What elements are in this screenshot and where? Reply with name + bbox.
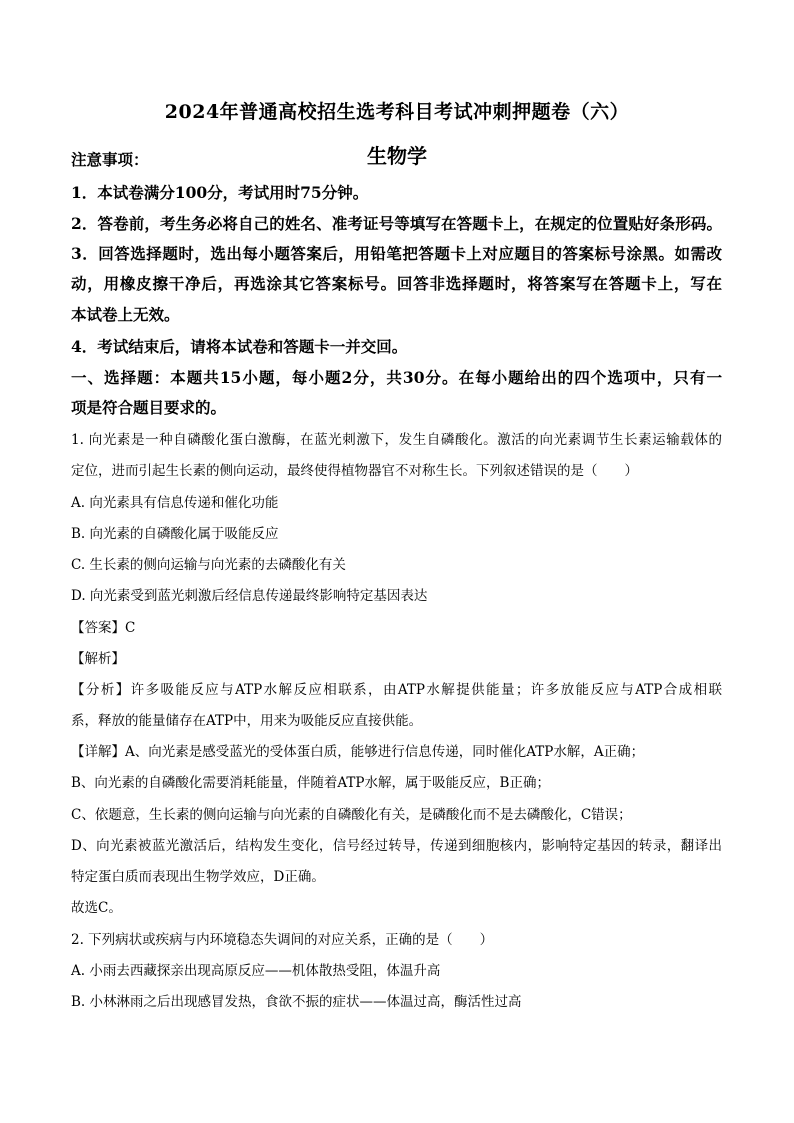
q1-analysis-line-1: 【分析】许多吸能反应与ATP水解反应相联系，由ATP水解提供能量；许多放能反应与ATP合成相联	[71, 682, 722, 698]
q2-stem: 2. 下列病状或疾病与内环境稳态失调间的对应关系，正确的是（ ）	[71, 932, 494, 948]
q1-answer: 【答案】C	[71, 620, 136, 636]
q1-conclusion: 故选C。	[71, 900, 122, 916]
notice-item-3-line-3: 本试卷上无效。	[71, 305, 180, 324]
q1-detail-a: 【详解】A、向光素是感受蓝光的受体蛋白质，能够进行信息传递，同时催化ATP水解，A正确；	[71, 744, 645, 760]
q1-stem-line-1: 1. 向光素是一种自磷酸化蛋白激酶，在蓝光刺激下，发生自磷酸化。激活的向光素调节生长素运输载体的	[71, 432, 722, 448]
notice-item-3-line-1: 3．回答选择题时，选出每小题答案后，用铅笔把答题卡上对应题目的答案标号涂黑。如需改	[71, 244, 722, 263]
q2-option-b: B. 小林淋雨之后出现感冒发热，食欲不振的症状——体温过高，酶活性过高	[71, 994, 522, 1010]
notice-item-4: 4．考试结束后，请将本试卷和答题卡一并交回。	[71, 337, 408, 356]
notice-heading: 注意事项：	[71, 150, 149, 169]
section-heading-line-1: 一、选择题：本题共15小题，每小题2分，共30分。在每小题给出的四个选项中，只有一	[71, 368, 722, 387]
q1-detail-b: B、向光素的自磷酸化需要消耗能量，伴随着ATP水解，属于吸能反应，B正确；	[71, 775, 550, 791]
subject-title: 生物学	[367, 144, 427, 168]
q1-option-b: B. 向光素的自磷酸化属于吸能反应	[71, 526, 279, 542]
q2-option-a: A. 小雨去西藏探亲出现高原反应——机体散热受阻，体温升高	[71, 963, 441, 979]
notice-item-1: 1．本试卷满分100分，考试用时75分钟。	[71, 183, 369, 202]
q1-analysis-line-2: 系，释放的能量储存在ATP中，用来为吸能反应直接供能。	[71, 713, 423, 729]
q1-stem-line-2: 定位，进而引起生长素的侧向运动，最终使得植物器官不对称生长。下列叙述错误的是（ ）	[71, 463, 638, 479]
exam-title: 2024年普通高校招生选考科目考试冲刺押题卷（六）	[164, 101, 630, 123]
section-heading-line-2: 项是符合题目要求的。	[71, 398, 227, 417]
q1-detail-d-line-2: 特定蛋白质而表现出生物学效应，D正确。	[71, 869, 325, 885]
notice-item-2: 2．答卷前，考生务必将自己的姓名、准考证号等填写在答题卡上，在规定的位置贴好条形码。	[71, 214, 722, 233]
q1-detail-d-line-1: D、向光素被蓝光激活后，结构发生变化，信号经过转导，传递到细胞核内，影响特定基因的转录，翻译出	[71, 838, 722, 854]
q1-option-a: A. 向光素具有信息传递和催化功能	[71, 495, 279, 511]
q1-option-c: C. 生长素的侧向运输与向光素的去磷酸化有关	[71, 557, 346, 573]
q1-analysis-heading: 【解析】	[71, 651, 125, 667]
q1-option-d: D. 向光素受到蓝光刺激后经信息传递最终影响特定基因表达	[71, 588, 428, 604]
q1-detail-c: C、依题意，生长素的侧向运输与向光素的自磷酸化有关，是磷酸化而不是去磷酸化，C错误；	[71, 807, 632, 823]
notice-item-3-line-2: 动，用橡皮擦干净后，再选涂其它答案标号。回答非选择题时，将答案写在答题卡上，写在	[71, 274, 722, 293]
